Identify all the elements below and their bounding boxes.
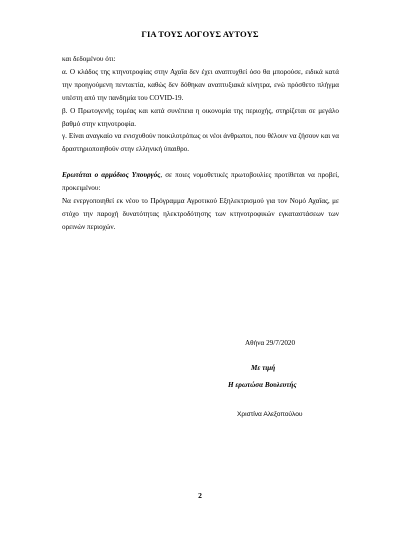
document-date: Αθήνα 29/7/2020 <box>245 339 296 347</box>
page-number: 2 <box>198 491 202 500</box>
paragraph-gap <box>62 156 339 169</box>
question-lead: Ερωτάται ο αρμόδιος Υπουργός <box>62 171 161 180</box>
document-body <box>62 53 339 234</box>
point-a: α. Ο κλάδος της κτηνοτροφίας στην Αχαΐα δεν έχει αναπτυχθεί όσο θα μπορούσε, ειδικά κατά την προηγούμενη πενταετία, καθώς δεν δόθηκαν αναπτυξιακά κίνητρα, ενώ πρόσθετο πλήγμα υπέστη από την πανδημία του COVID-19. <box>62 67 339 102</box>
question-goal: Να ενεργοποιηθεί εκ νέου το Πρόγραμμα Αγροτικού Εξηλεκτρισμού για τον Νομό Αχαΐας, με στόχο την παροχή δυνατότητας ηλεκτροδότησης των κτηνοτροφικών εγκαταστάσεων των ορεινών περιοχών. <box>62 197 339 231</box>
closing-role: Η ερωτώσα Βουλευτής <box>228 381 297 389</box>
question-paragraph <box>62 169 339 195</box>
point-c: γ. Είναι αναγκαίο να ενισχυθούν ποικιλοτρόπως οι νέοι άνθρωποι, που θέλουν να ζήσουν και να δραστηριοποιηθούν στην ελληνική ύπαιθρο. <box>62 132 339 154</box>
question-rest: , σε ποιες νομοθετικές πρωτοβουλίες προτίθεται να προβεί, προκειμένου: <box>62 171 339 193</box>
point-b: β. Ο Πρωτογενής τομέας και κατά συνέπεια η οικονομία της περιοχής, στηρίζεται σε μεγάλο βαθμό στην κτηνοτροφία. <box>62 106 339 128</box>
closing-regards: Με τιμή <box>251 364 276 372</box>
intro-text: και δεδομένου ότι: <box>62 55 116 63</box>
document-heading: ΓΙΑ ΤΟΥΣ ΛΟΓΟΥΣ ΑΥΤΟΥΣ <box>141 29 259 39</box>
signature-name: Χριστίνα Αλεξοπούλου <box>237 411 303 418</box>
